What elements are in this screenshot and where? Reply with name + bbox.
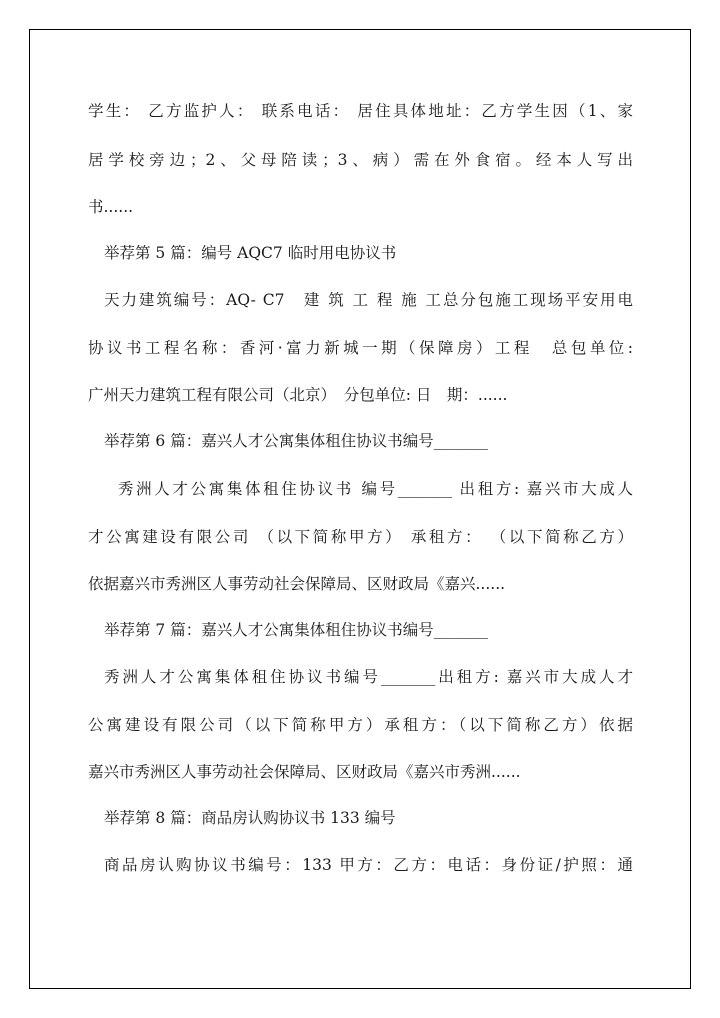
article-heading: 举荐第 8 篇：商品房认购协议书 133 编号 xyxy=(104,809,396,827)
text-line: 协议书工程名称：香河·富力新城一期（保障房）工程 总包单位: xyxy=(88,339,633,357)
text-line: 广州天力建筑工程有限公司（北京） 分包单位: 日 期：...... xyxy=(88,386,508,404)
text-line: 依据嘉兴市秀洲区人事劳动社会保障局、区财政局《嘉兴...... xyxy=(88,575,506,593)
text-line: 学生： 乙方监护人： 联系电话： 居住具体地址：乙方学生因（1、家 xyxy=(88,102,633,120)
text-line: 书...... xyxy=(88,198,134,216)
text-line: 才公寓建设有限公司 （以下简称甲方） 承租方： （以下简称乙方） xyxy=(88,528,633,546)
page-frame xyxy=(29,29,691,989)
text-line: 公寓建设有限公司（以下简称甲方）承租方：（以下简称乙方）依据 xyxy=(88,716,633,734)
text-line: 商品房认购协议书编号：133 甲方：乙方：电话：身份证/护照：通 xyxy=(104,856,633,874)
text-line: 居学校旁边；2、父母陪读；3、病）需在外食宿。经本人写出 xyxy=(88,151,633,169)
article-heading: 举荐第 7 篇：嘉兴人才公寓集体租住协议书编号_______ xyxy=(104,621,488,639)
article-heading: 举荐第 5 篇：编号 AQC7 临时用电协议书 xyxy=(104,244,397,262)
article-heading: 举荐第 6 篇：嘉兴人才公寓集体租住协议书编号_______ xyxy=(104,432,488,450)
text-line: 秀洲人才公寓集体租住协议书 编号_______ 出租方: 嘉兴市大成人 xyxy=(118,480,633,498)
text-line: 嘉兴市秀洲区人事劳动社会保障局、区财政局《嘉兴市秀洲...... xyxy=(88,763,521,781)
text-line: 天力建筑编号：AQ- C7 建 筑 工 程 施 工总分包施工现场平安用电 xyxy=(104,291,633,309)
text-line: 秀洲人才公寓集体租住协议书编号_______出租方: 嘉兴市大成人才 xyxy=(104,668,633,686)
